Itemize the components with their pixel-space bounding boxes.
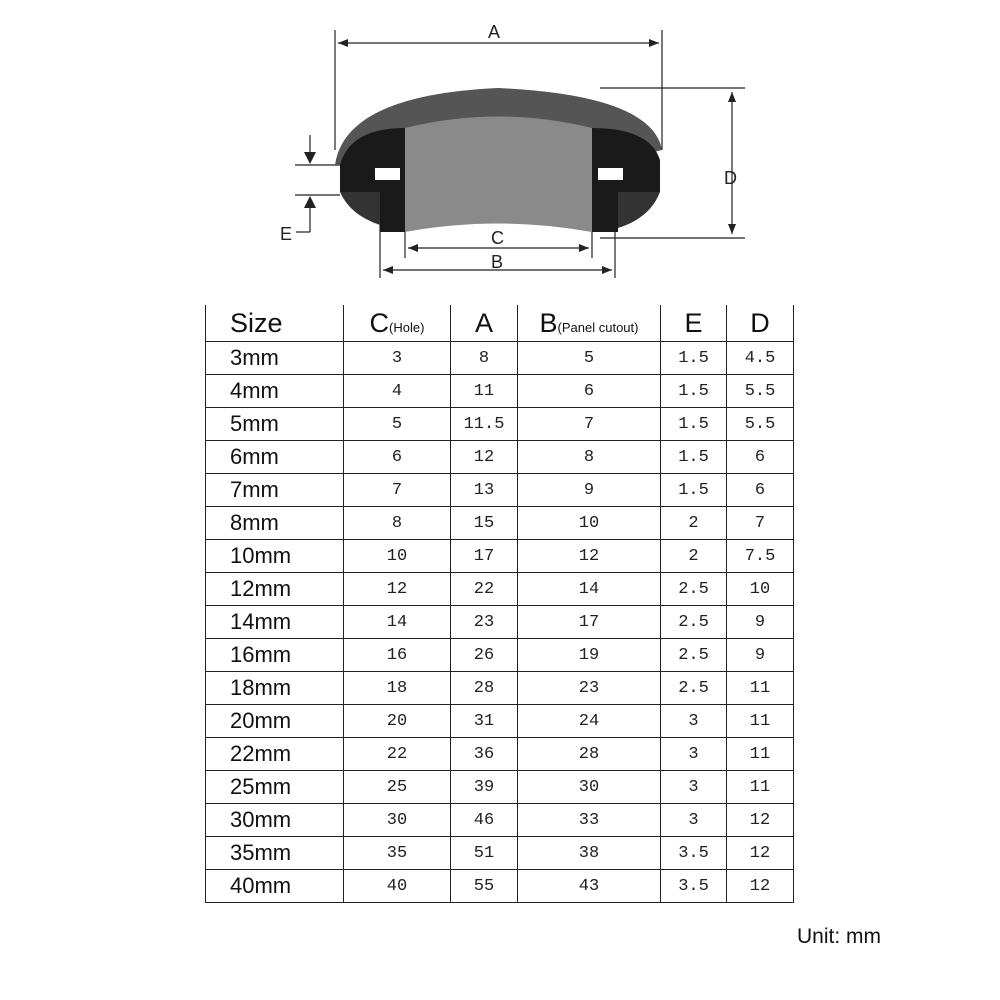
value-cell: 1.5 <box>661 408 727 441</box>
size-cell: 14mm <box>206 606 344 639</box>
dimension-label-a: A <box>488 22 501 42</box>
value-cell: 46 <box>451 804 518 837</box>
column-header-label: A <box>474 307 493 338</box>
value-cell: 16 <box>344 639 451 672</box>
value-cell: 3 <box>661 771 727 804</box>
dimension-label-e: E <box>280 224 293 244</box>
table-row <box>206 507 794 540</box>
value-cell: 1.5 <box>661 342 727 375</box>
value-cell: 3 <box>661 804 727 837</box>
size-cell: 35mm <box>206 837 344 870</box>
value-cell: 3.5 <box>661 837 727 870</box>
table-row <box>206 474 794 507</box>
value-cell: 5.5 <box>727 375 794 408</box>
value-cell: 2.5 <box>661 573 727 606</box>
table-row <box>206 705 794 738</box>
value-cell: 2.5 <box>661 639 727 672</box>
value-cell: 11 <box>727 771 794 804</box>
value-cell: 11 <box>727 672 794 705</box>
value-cell: 12 <box>727 804 794 837</box>
value-cell: 11 <box>727 738 794 771</box>
value-cell: 8 <box>344 507 451 540</box>
size-cell: 8mm <box>206 507 344 540</box>
value-cell: 31 <box>451 705 518 738</box>
value-cell: 7.5 <box>727 540 794 573</box>
value-cell: 10 <box>344 540 451 573</box>
value-cell: 1.5 <box>661 375 727 408</box>
table-row <box>206 573 794 606</box>
value-cell: 6 <box>344 441 451 474</box>
column-header <box>518 305 661 342</box>
column-header <box>344 305 451 342</box>
grommet-size-table <box>205 305 794 903</box>
size-cell: 18mm <box>206 672 344 705</box>
size-cell: 40mm <box>206 870 344 903</box>
value-cell: 25 <box>344 771 451 804</box>
column-header-label: D <box>750 307 770 338</box>
table-row <box>206 606 794 639</box>
size-cell: 3mm <box>206 342 344 375</box>
value-cell: 5 <box>518 342 661 375</box>
table-header-row <box>206 305 794 342</box>
value-cell: 4 <box>344 375 451 408</box>
value-cell: 5.5 <box>727 408 794 441</box>
value-cell: 15 <box>451 507 518 540</box>
value-cell: 2 <box>661 540 727 573</box>
value-cell: 10 <box>727 573 794 606</box>
column-header <box>727 305 794 342</box>
table-row <box>206 375 794 408</box>
value-cell: 6 <box>727 441 794 474</box>
value-cell: 3 <box>344 342 451 375</box>
column-header-sublabel: (Hole) <box>389 319 425 335</box>
value-cell: 23 <box>518 672 661 705</box>
value-cell: 1.5 <box>661 441 727 474</box>
value-cell: 7 <box>344 474 451 507</box>
value-cell: 26 <box>451 639 518 672</box>
value-cell: 7 <box>518 408 661 441</box>
value-cell: 38 <box>518 837 661 870</box>
value-cell: 40 <box>344 870 451 903</box>
size-cell: 10mm <box>206 540 344 573</box>
value-cell: 2 <box>661 507 727 540</box>
value-cell: 39 <box>451 771 518 804</box>
value-cell: 4.5 <box>727 342 794 375</box>
value-cell: 24 <box>518 705 661 738</box>
column-header-label: Size <box>230 307 283 338</box>
size-cell: 16mm <box>206 639 344 672</box>
value-cell: 28 <box>518 738 661 771</box>
value-cell: 2.5 <box>661 672 727 705</box>
table-row <box>206 540 794 573</box>
value-cell: 19 <box>518 639 661 672</box>
value-cell: 22 <box>451 573 518 606</box>
value-cell: 14 <box>518 573 661 606</box>
size-cell: 30mm <box>206 804 344 837</box>
value-cell: 12 <box>727 870 794 903</box>
value-cell: 18 <box>344 672 451 705</box>
dimension-label-c: C <box>491 228 504 248</box>
value-cell: 11 <box>451 375 518 408</box>
value-cell: 8 <box>451 342 518 375</box>
value-cell: 28 <box>451 672 518 705</box>
size-cell: 20mm <box>206 705 344 738</box>
size-cell: 5mm <box>206 408 344 441</box>
value-cell: 3.5 <box>661 870 727 903</box>
value-cell: 8 <box>518 441 661 474</box>
value-cell: 12 <box>344 573 451 606</box>
value-cell: 9 <box>727 606 794 639</box>
value-cell: 6 <box>727 474 794 507</box>
value-cell: 14 <box>344 606 451 639</box>
value-cell: 30 <box>344 804 451 837</box>
table-row <box>206 771 794 804</box>
table-row <box>206 441 794 474</box>
size-cell: 4mm <box>206 375 344 408</box>
dimension-label-b: B <box>491 252 504 272</box>
column-header-label: B <box>539 307 558 338</box>
column-header-label: C <box>369 307 390 338</box>
size-cell: 7mm <box>206 474 344 507</box>
value-cell: 36 <box>451 738 518 771</box>
value-cell: 2.5 <box>661 606 727 639</box>
column-header <box>661 305 727 342</box>
value-cell: 33 <box>518 804 661 837</box>
size-cell: 12mm <box>206 573 344 606</box>
column-header <box>451 305 518 342</box>
value-cell: 22 <box>344 738 451 771</box>
value-cell: 3 <box>661 738 727 771</box>
column-header <box>206 305 344 342</box>
table-row <box>206 342 794 375</box>
value-cell: 12 <box>451 441 518 474</box>
column-header-sublabel: (Panel cutout) <box>557 319 639 335</box>
table-row <box>206 804 794 837</box>
value-cell: 10 <box>518 507 661 540</box>
column-header-label: E <box>684 307 703 338</box>
value-cell: 55 <box>451 870 518 903</box>
value-cell: 30 <box>518 771 661 804</box>
value-cell: 3 <box>661 705 727 738</box>
size-cell: 25mm <box>206 771 344 804</box>
value-cell: 7 <box>727 507 794 540</box>
value-cell: 43 <box>518 870 661 903</box>
grommet-cross-section-diagram <box>0 0 1000 300</box>
value-cell: 13 <box>451 474 518 507</box>
table-row <box>206 408 794 441</box>
value-cell: 23 <box>451 606 518 639</box>
table-row <box>206 639 794 672</box>
value-cell: 20 <box>344 705 451 738</box>
size-cell: 6mm <box>206 441 344 474</box>
table-row <box>206 870 794 903</box>
value-cell: 9 <box>518 474 661 507</box>
value-cell: 6 <box>518 375 661 408</box>
value-cell: 51 <box>451 837 518 870</box>
dimension-label-d: D <box>724 168 737 188</box>
size-cell: 22mm <box>206 738 344 771</box>
value-cell: 1.5 <box>661 474 727 507</box>
table-row <box>206 672 794 705</box>
value-cell: 11.5 <box>451 408 518 441</box>
value-cell: 17 <box>518 606 661 639</box>
value-cell: 17 <box>451 540 518 573</box>
value-cell: 11 <box>727 705 794 738</box>
value-cell: 12 <box>727 837 794 870</box>
value-cell: 12 <box>518 540 661 573</box>
unit-note: Unit: mm <box>797 925 881 948</box>
value-cell: 9 <box>727 639 794 672</box>
table-row <box>206 837 794 870</box>
value-cell: 35 <box>344 837 451 870</box>
table-row <box>206 738 794 771</box>
value-cell: 5 <box>344 408 451 441</box>
